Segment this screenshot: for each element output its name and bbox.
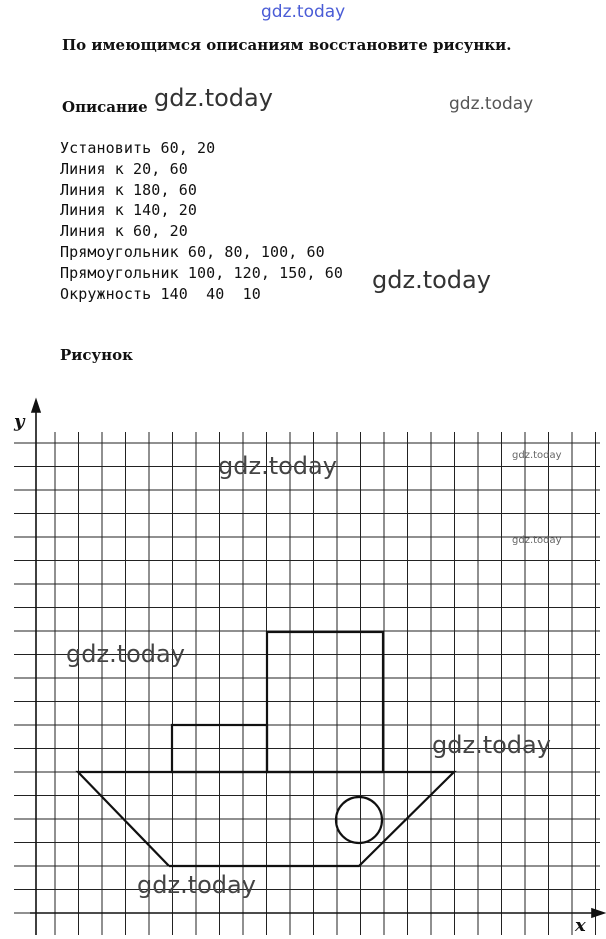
description-line: Установить 60, 20 — [60, 139, 216, 157]
watermark: gdz.today — [512, 450, 562, 461]
watermark: gdz.today — [154, 84, 273, 112]
watermark: gdz.today — [137, 871, 256, 899]
description-line: Линия к 180, 60 — [60, 180, 197, 199]
description-line: Прямоугольник 60, 80, 100, 60 — [60, 242, 325, 261]
watermark: gdz.today — [218, 452, 337, 480]
figure-label: Рисунок — [60, 346, 133, 364]
axis-y-label: y — [14, 411, 25, 432]
description-line: Линия к 140, 20 — [60, 201, 197, 220]
description-line: Линия к 20, 60 — [60, 159, 188, 178]
watermark: gdz.today — [449, 94, 534, 114]
watermark: gdz.today — [512, 535, 562, 546]
porthole-circle — [336, 797, 382, 843]
watermark: gdz.today — [432, 731, 551, 759]
y-axis-arrow — [32, 400, 40, 412]
task-heading: По имеющимся описаниям восстановите рисунки. — [62, 36, 512, 54]
watermark: gdz.today — [66, 640, 185, 668]
description-line: Прямоугольник 100, 120, 150, 60 — [60, 263, 344, 282]
x-axis-arrow — [592, 909, 604, 917]
description-line: Линия к 60, 20 — [60, 222, 188, 241]
watermark-top: gdz.today — [261, 2, 346, 22]
watermark: gdz.today — [372, 266, 491, 294]
description-line: Окружность 140 40 10 — [60, 284, 261, 303]
description-label: Описание — [62, 98, 148, 116]
axis-x-label: x — [575, 915, 586, 936]
grid-lines — [14, 432, 600, 935]
